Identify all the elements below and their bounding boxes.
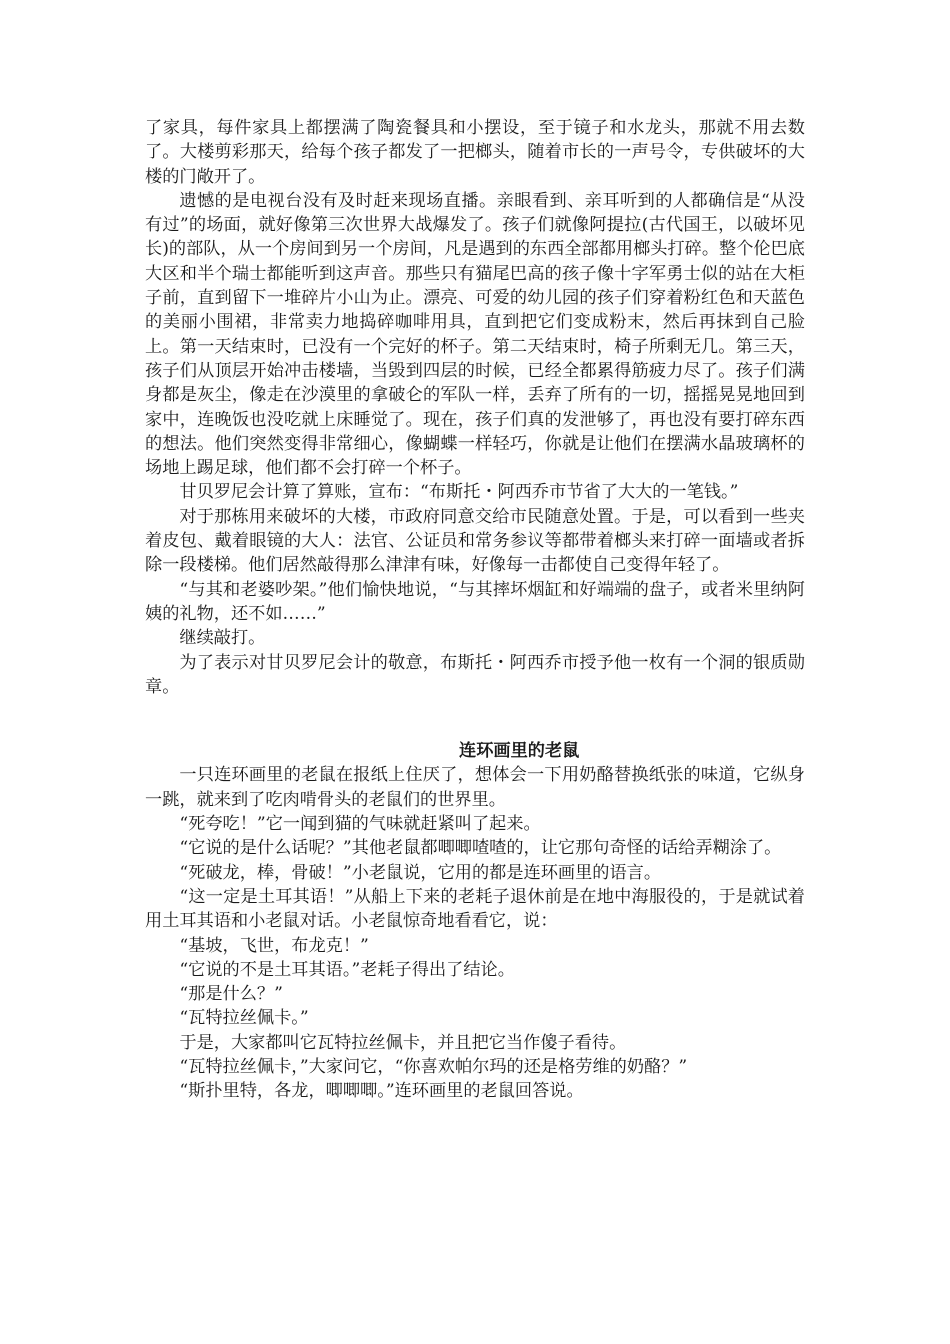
- paragraph: “那是什么？”: [179, 984, 283, 1005]
- paragraph: “它说的是什么话呢？”其他老鼠都唧唧喳喳的，让它那句奇怪的话给弄糊涂了。: [179, 838, 782, 859]
- paragraph: 遗憾的是电视台没有及时赶来现场直播。亲眼看到、亲耳听到的人都确信是“从没有过”的场面，就好像第三次世界大战爆发了。孩子们就像阿提拉(古代国王，以破坏见长)的部队，从一个房间到另一个房间，凡是遇到的东西全部都用榔头打碎。整个伦巴底大区和半个瑞士都能听到这声音。那些只有猫尾巴高的孩子像十字军勇士似的站在大柜子前，直到留下一堆碎片小山为止。漂亮、可爱的幼儿园的孩子们穿着粉红色和天蓝色的美丽小围裙，非常卖力地捣碎咖啡用具，直到把它们变成粉末，然后再抹到自己脸上。第一天结束时，已没有一个完好的杯子。第二天结束时，椅子所剩无几。第三天，孩子们从顶层开始冲击楼墙，当毁到四层的时候，已经全都累得筋疲力尽了。孩子们满身都是灰尘，像走在沙漠里的拿破仑的军队一样，丢弃了所有的一切，摇摇晃晃地回到家中，连晚饭也没吃就上床睡觉了。现在，孩子们真的发泄够了，再也没有要打碎东西的想法。他们突然变得非常细心，像蝴蝶一样轻巧，你就是让他们在摆满水晶玻璃杯的场地上踢足球，他们都不会打碎一个杯子。: [145, 190, 805, 479]
- paragraph: 于是，大家都叫它瓦特拉丝佩卡，并且把它当作傻子看待。: [179, 1032, 627, 1053]
- paragraph: “斯扑里特，各龙，唧唧唧。”连环画里的老鼠回答说。: [179, 1081, 584, 1102]
- paragraph: 一只连环画里的老鼠在报纸上住厌了，想体会一下用奶酪替换纸张的味道，它纵身一跳，就来到了吃肉啃骨头的老鼠们的世界里。: [145, 765, 805, 810]
- paragraph: 对于那栋用来破坏的大楼，市政府同意交给市民随意处置。于是，可以看到一些夹着皮包、戴着眼镜的大人：法官、公证员和常务参议等都带着榔头来打碎一面墙或者拆除一段楼梯。他们居然敲得那么津津有味，好像每一击都使自己变得年轻了。: [145, 506, 805, 576]
- paragraph-continued: 了家具，每件家具上都摆满了陶瓷餐具和小摆设，至于镜子和水龙头，那就不用去数了。大楼剪彩那天，给每个孩子都发了一把榔头，随着市长的一声号令，专供破坏的大楼的门敞开了。: [145, 118, 805, 187]
- paragraph: “死破龙，棒，骨破！”小老鼠说，它用的都是连环画里的语言。: [179, 862, 662, 883]
- paragraph: 为了表示对甘贝罗尼会计的敬意，布斯托・阿西乔市授予他一枚有一个洞的银质勋章。: [145, 652, 805, 697]
- paragraph: “基坡，飞世，布龙克！”: [179, 935, 369, 956]
- section-gap: [145, 699, 805, 739]
- paragraph: 继续敲打。: [179, 628, 266, 649]
- paragraph: “这一定是土耳其语！”从船上下来的老耗子退休前是在地中海服役的，于是就试着用土耳其语和小老鼠对话。小老鼠惊奇地看看它，说：: [145, 886, 805, 932]
- paragraph: 甘贝罗尼会计算了算账，宣布：“布斯托・阿西乔市节省了大大的一笔钱。”: [179, 482, 739, 503]
- paragraph: “与其和老婆吵架。”他们愉快地说，“与其摔坏烟缸和好端端的盘子，或者米里纳阿姨的礼物，还不如……”: [145, 579, 805, 624]
- story-title: 连环画里的老鼠: [459, 741, 580, 762]
- paragraph: “瓦特拉丝佩卡。”: [179, 1008, 309, 1029]
- paragraph: “它说的不是土耳其语。”老耗子得出了结论。: [179, 959, 515, 980]
- paragraph: “瓦特拉丝佩卡，”大家问它，“你喜欢帕尔玛的还是格劳维的奶酪？”: [179, 1056, 688, 1077]
- document-page: [145, 116, 805, 1104]
- paragraph: “死夸吃！”它一闻到猫的气味就赶紧叫了起来。: [179, 814, 541, 835]
